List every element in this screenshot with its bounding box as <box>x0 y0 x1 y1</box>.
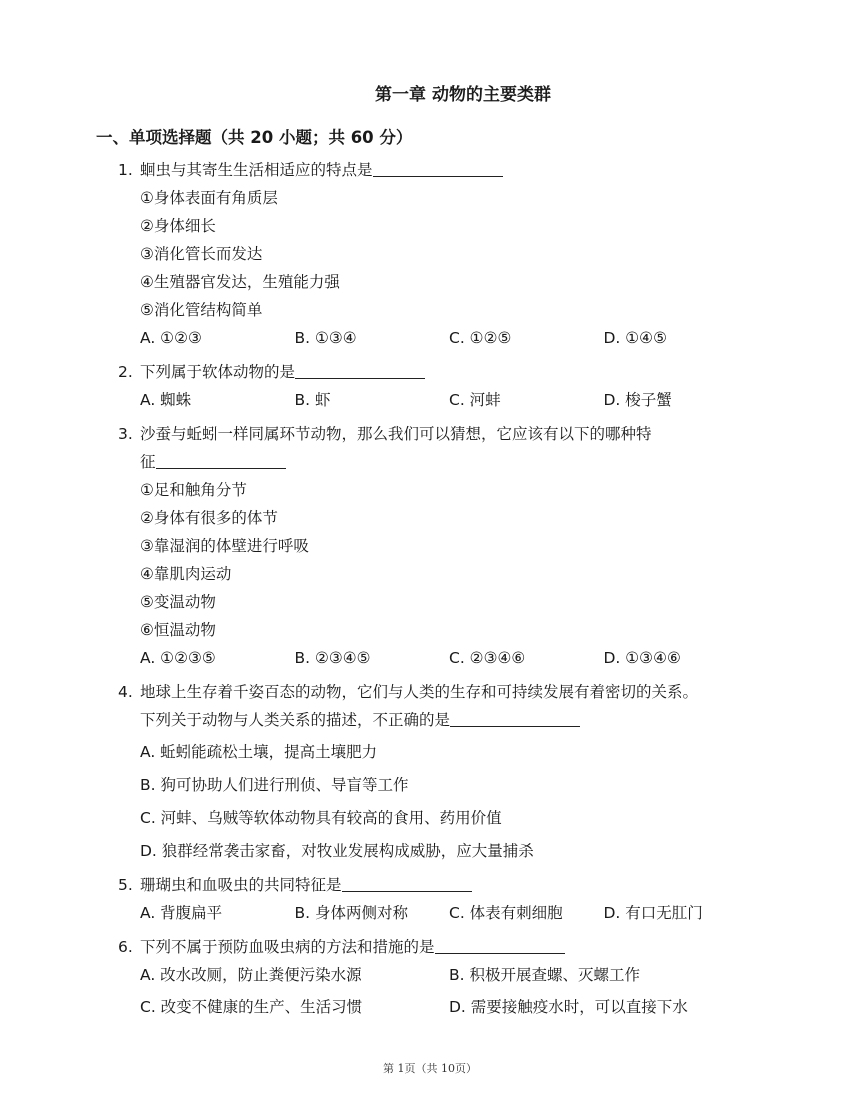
statement-item: ③靠湿润的体壁进行呼吸 <box>140 537 309 555</box>
question-number: 2. <box>118 363 133 381</box>
question-6 <box>118 933 758 1021</box>
question-number: 4. <box>118 683 133 701</box>
answer-blank <box>373 158 503 177</box>
option-c[interactable]: C. 改变不健康的生产、生活习惯 <box>140 998 363 1016</box>
question-2 <box>118 358 758 414</box>
option-c[interactable]: C. ②③④⑥ <box>449 649 526 667</box>
option-d[interactable]: D. 狼群经常袭击家畜，对牧业发展构成威胁，应大量捕杀 <box>140 842 534 860</box>
option-row <box>118 324 758 352</box>
question-text: 蛔虫与其寄生生活相适应的特点是 <box>140 161 373 179</box>
question-stem <box>118 156 758 184</box>
question-number: 1. <box>118 161 133 179</box>
question-4 <box>118 678 758 865</box>
option-d[interactable]: D. ①③④⑥ <box>603 649 681 667</box>
statement-item: ②身体细长 <box>140 217 216 235</box>
answer-blank <box>342 873 472 892</box>
question-5 <box>118 871 758 927</box>
question-1 <box>118 156 758 352</box>
question-text: 征 <box>140 453 156 471</box>
option-b[interactable]: B. ②③④⑤ <box>294 649 371 667</box>
question-number: 3. <box>118 425 133 443</box>
question-number: 6. <box>118 938 133 956</box>
option-a[interactable]: A. 蜘蛛 <box>140 391 192 409</box>
answer-blank <box>156 450 286 469</box>
option-b[interactable]: B. 身体两侧对称 <box>294 904 408 922</box>
statement-item: ⑤消化管结构简单 <box>140 301 263 319</box>
statement-item: ①足和触角分节 <box>140 481 247 499</box>
option-row <box>118 386 758 414</box>
question-stem <box>118 420 758 448</box>
statement-item: ⑥恒温动物 <box>140 621 216 639</box>
question-text: 下列属于软体动物的是 <box>140 363 296 381</box>
question-3 <box>118 420 758 672</box>
option-c[interactable]: C. 体表有刺细胞 <box>449 904 563 922</box>
option-a[interactable]: A. 蚯蚓能疏松土壤，提高土壤肥力 <box>140 743 378 761</box>
option-c[interactable]: C. ①②⑤ <box>449 329 512 347</box>
question-text: 地球上生存着千姿百态的动物，它们与人类的生存和可持续发展有着密切的关系。 <box>140 683 699 701</box>
question-text: 沙蚕与蚯蚓一样同属环节动物，那么我们可以猜想，它应该有以下的哪种特 <box>140 425 652 443</box>
statement-item: ⑤变温动物 <box>140 593 216 611</box>
option-a[interactable]: A. ①②③⑤ <box>140 649 216 667</box>
statement-item: ①身体表面有角质层 <box>140 189 278 207</box>
statement-item: ④生殖器官发达，生殖能力强 <box>140 273 340 291</box>
answer-blank <box>295 360 425 379</box>
page-footer: 第 1页（共 10页） <box>383 1062 477 1075</box>
question-list <box>118 156 758 1021</box>
option-row <box>118 644 758 672</box>
option-d[interactable]: D. 需要接触疫水时，可以直接下水 <box>449 998 688 1016</box>
option-b[interactable]: B. 积极开展查螺、灭螺工作 <box>449 966 640 984</box>
option-row <box>118 993 758 1021</box>
answer-blank <box>450 708 580 727</box>
statement-item: ③消化管长而发达 <box>140 245 263 263</box>
question-text: 下列不属于预防血吸虫病的方法和措施的是 <box>140 938 435 956</box>
option-b[interactable]: B. 虾 <box>294 391 331 409</box>
option-b[interactable]: B. ①③④ <box>294 329 357 347</box>
question-stem-continued <box>118 706 758 734</box>
option-c[interactable]: C. 河蚌 <box>449 391 501 409</box>
question-stem <box>118 933 758 961</box>
question-number: 5. <box>118 876 133 894</box>
option-d[interactable]: D. ①④⑤ <box>603 329 667 347</box>
option-d[interactable]: D. 梭子蟹 <box>603 391 672 409</box>
statement-item: ②身体有很多的体节 <box>140 509 278 527</box>
question-text: 下列关于动物与人类关系的描述，不正确的是 <box>140 711 451 729</box>
question-text: 珊瑚虫和血吸虫的共同特征是 <box>140 876 342 894</box>
statement-item: ④靠肌肉运动 <box>140 565 232 583</box>
option-b[interactable]: B. 狗可协助人们进行刑侦、导盲等工作 <box>140 776 409 794</box>
chapter-title: 第一章 动物的主要类群 <box>375 85 551 105</box>
answer-blank <box>435 935 565 954</box>
option-a[interactable]: A. ①②③ <box>140 329 202 347</box>
option-c[interactable]: C. 河蚌、乌贼等软体动物具有较高的食用、药用价值 <box>140 809 502 827</box>
question-stem <box>118 358 758 386</box>
option-row <box>118 961 758 989</box>
question-stem <box>118 678 758 706</box>
question-stem <box>118 871 758 899</box>
option-column <box>118 738 758 865</box>
option-a[interactable]: A. 改水改厕，防止粪便污染水源 <box>140 966 362 984</box>
option-d[interactable]: D. 有口无肛门 <box>603 904 703 922</box>
option-a[interactable]: A. 背腹扁平 <box>140 904 223 922</box>
question-stem-continued <box>118 448 758 476</box>
section-heading: 一、单项选择题（共 20 小题；共 60 分） <box>96 128 413 147</box>
option-row <box>118 899 758 927</box>
